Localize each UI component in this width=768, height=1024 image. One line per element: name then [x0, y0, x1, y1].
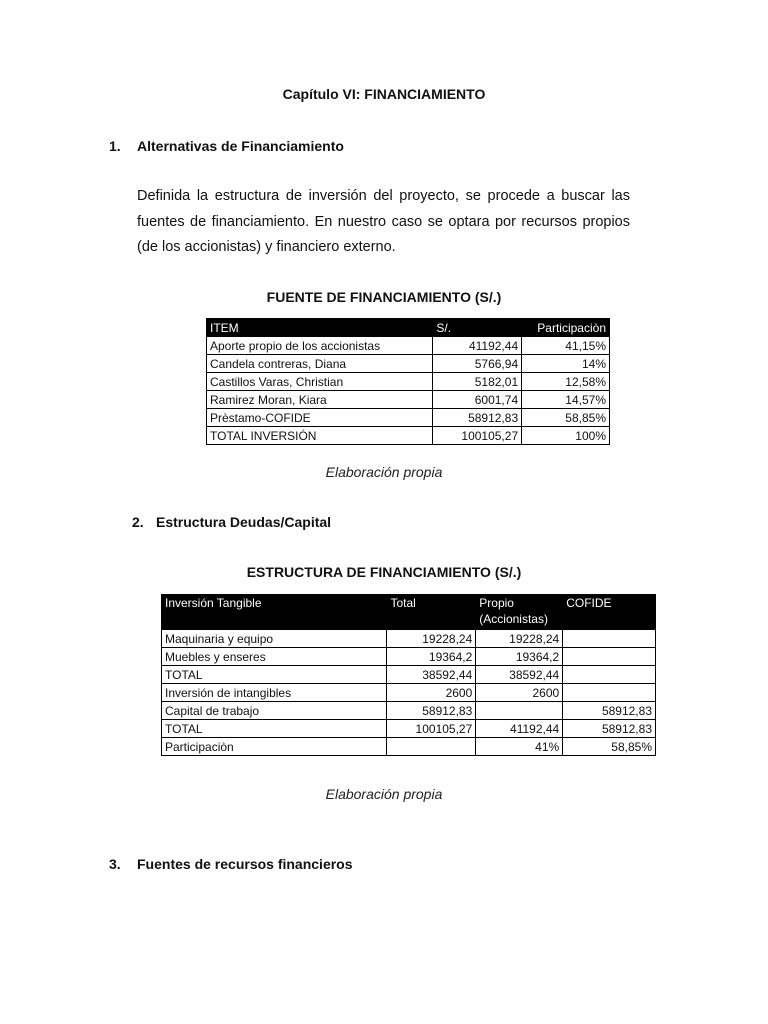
row-share: 41,15%: [522, 337, 610, 355]
row-cofide: 58,85%: [563, 738, 656, 756]
row-own: 19228,24: [476, 630, 563, 648]
row-amount: 58912,83: [433, 409, 522, 427]
section-3-heading: [109, 856, 353, 872]
row-share: 14,57%: [522, 391, 610, 409]
row-amount: 6001,74: [433, 391, 522, 409]
header-amount: S/.: [433, 319, 522, 337]
row-total: [387, 738, 476, 756]
section-2-number: 2.: [132, 514, 144, 530]
row-share: 58,85%: [522, 409, 610, 427]
section-2-title: Estructura Deudas/Capital: [156, 514, 332, 530]
row-cofide: [563, 666, 656, 684]
financing-source-table: [206, 318, 610, 445]
table-row: [207, 373, 610, 391]
row-cofide: [563, 630, 656, 648]
row-own: [476, 702, 563, 720]
chapter-title: Capítulo VI: FINANCIAMIENTO: [282, 86, 486, 102]
table-row: [162, 720, 656, 738]
row-concept: TOTAL: [162, 720, 387, 738]
header-cofide: COFIDE: [563, 595, 656, 630]
row-item: Ramirez Moran, Kiara: [207, 391, 433, 409]
row-concept: TOTAL: [162, 666, 387, 684]
table-row: [207, 355, 610, 373]
row-item: Prèstamo-COFIDE: [207, 409, 433, 427]
row-item: Castillos Varas, Christian: [207, 373, 433, 391]
section-3-number: 3.: [109, 856, 121, 872]
row-total: 2600: [387, 684, 476, 702]
table-row: [162, 648, 656, 666]
row-concept: Inversión de intangibles: [162, 684, 387, 702]
row-total: 100105,27: [387, 720, 476, 738]
table-row: [207, 409, 610, 427]
table-header-row: [162, 595, 656, 630]
row-item: Candela contreras, Diana: [207, 355, 433, 373]
row-share: 12,58%: [522, 373, 610, 391]
header-share: Participaciòn: [522, 319, 610, 337]
section-2-heading: [132, 514, 331, 530]
table-row: [162, 702, 656, 720]
row-own: 41%: [476, 738, 563, 756]
table-row: [207, 337, 610, 355]
table-header-row: [207, 319, 610, 337]
table-row: [162, 630, 656, 648]
section-1-heading: [109, 138, 344, 154]
row-cofide: [563, 684, 656, 702]
table-row: [162, 738, 656, 756]
header-own: Propio (Accionistas): [476, 595, 563, 630]
row-own: 2600: [476, 684, 563, 702]
row-total: 19228,24: [387, 630, 476, 648]
row-cofide: [563, 648, 656, 666]
header-item: ITEM: [207, 319, 433, 337]
row-total: 19364,2: [387, 648, 476, 666]
table-row: [162, 666, 656, 684]
row-concept: Muebles y enseres: [162, 648, 387, 666]
table-1-source: Elaboración propia: [325, 464, 443, 480]
row-item: TOTAL INVERSIÓN: [207, 427, 433, 445]
row-concept: Maquinaria y equipo: [162, 630, 387, 648]
section-1-title: Alternativas de Financiamiento: [137, 138, 344, 154]
section-3-title: Fuentes de recursos financieros: [137, 856, 353, 872]
row-total: 38592,44: [387, 666, 476, 684]
header-tangible: Inversión Tangible: [162, 595, 387, 630]
section-1-number: 1.: [109, 138, 121, 154]
row-own: 41192,44: [476, 720, 563, 738]
row-cofide: 58912,83: [563, 720, 656, 738]
table-2-source: Elaboración propia: [325, 786, 443, 802]
table-2-caption: ESTRUCTURA DE FINANCIAMIENTO (S/.): [246, 564, 522, 580]
table-row: [207, 391, 610, 409]
row-concept: Capital de trabajo: [162, 702, 387, 720]
row-share: 100%: [522, 427, 610, 445]
row-concept: Participaciòn: [162, 738, 387, 756]
intro-paragraph: Definida la estructura de inversión del proyecto, se procede a buscar las fuentes de financiamiento. En nuestro caso se optara por recursos propios (de los accionistas) y financiero externo.: [137, 188, 630, 255]
financing-structure-table: [161, 594, 656, 756]
table-row: [162, 684, 656, 702]
row-amount: 41192,44: [433, 337, 522, 355]
header-total: Total: [387, 595, 476, 630]
row-amount: 5182,01: [433, 373, 522, 391]
row-item: Aporte propio de los accionistas: [207, 337, 433, 355]
row-amount: 100105,27: [433, 427, 522, 445]
table-1-caption: FUENTE DE FINANCIAMIENTO (S/.): [266, 289, 502, 305]
table-row: [207, 427, 610, 445]
row-cofide: 58912,83: [563, 702, 656, 720]
row-own: 19364,2: [476, 648, 563, 666]
row-share: 14%: [522, 355, 610, 373]
row-amount: 5766,94: [433, 355, 522, 373]
row-total: 58912,83: [387, 702, 476, 720]
row-own: 38592,44: [476, 666, 563, 684]
